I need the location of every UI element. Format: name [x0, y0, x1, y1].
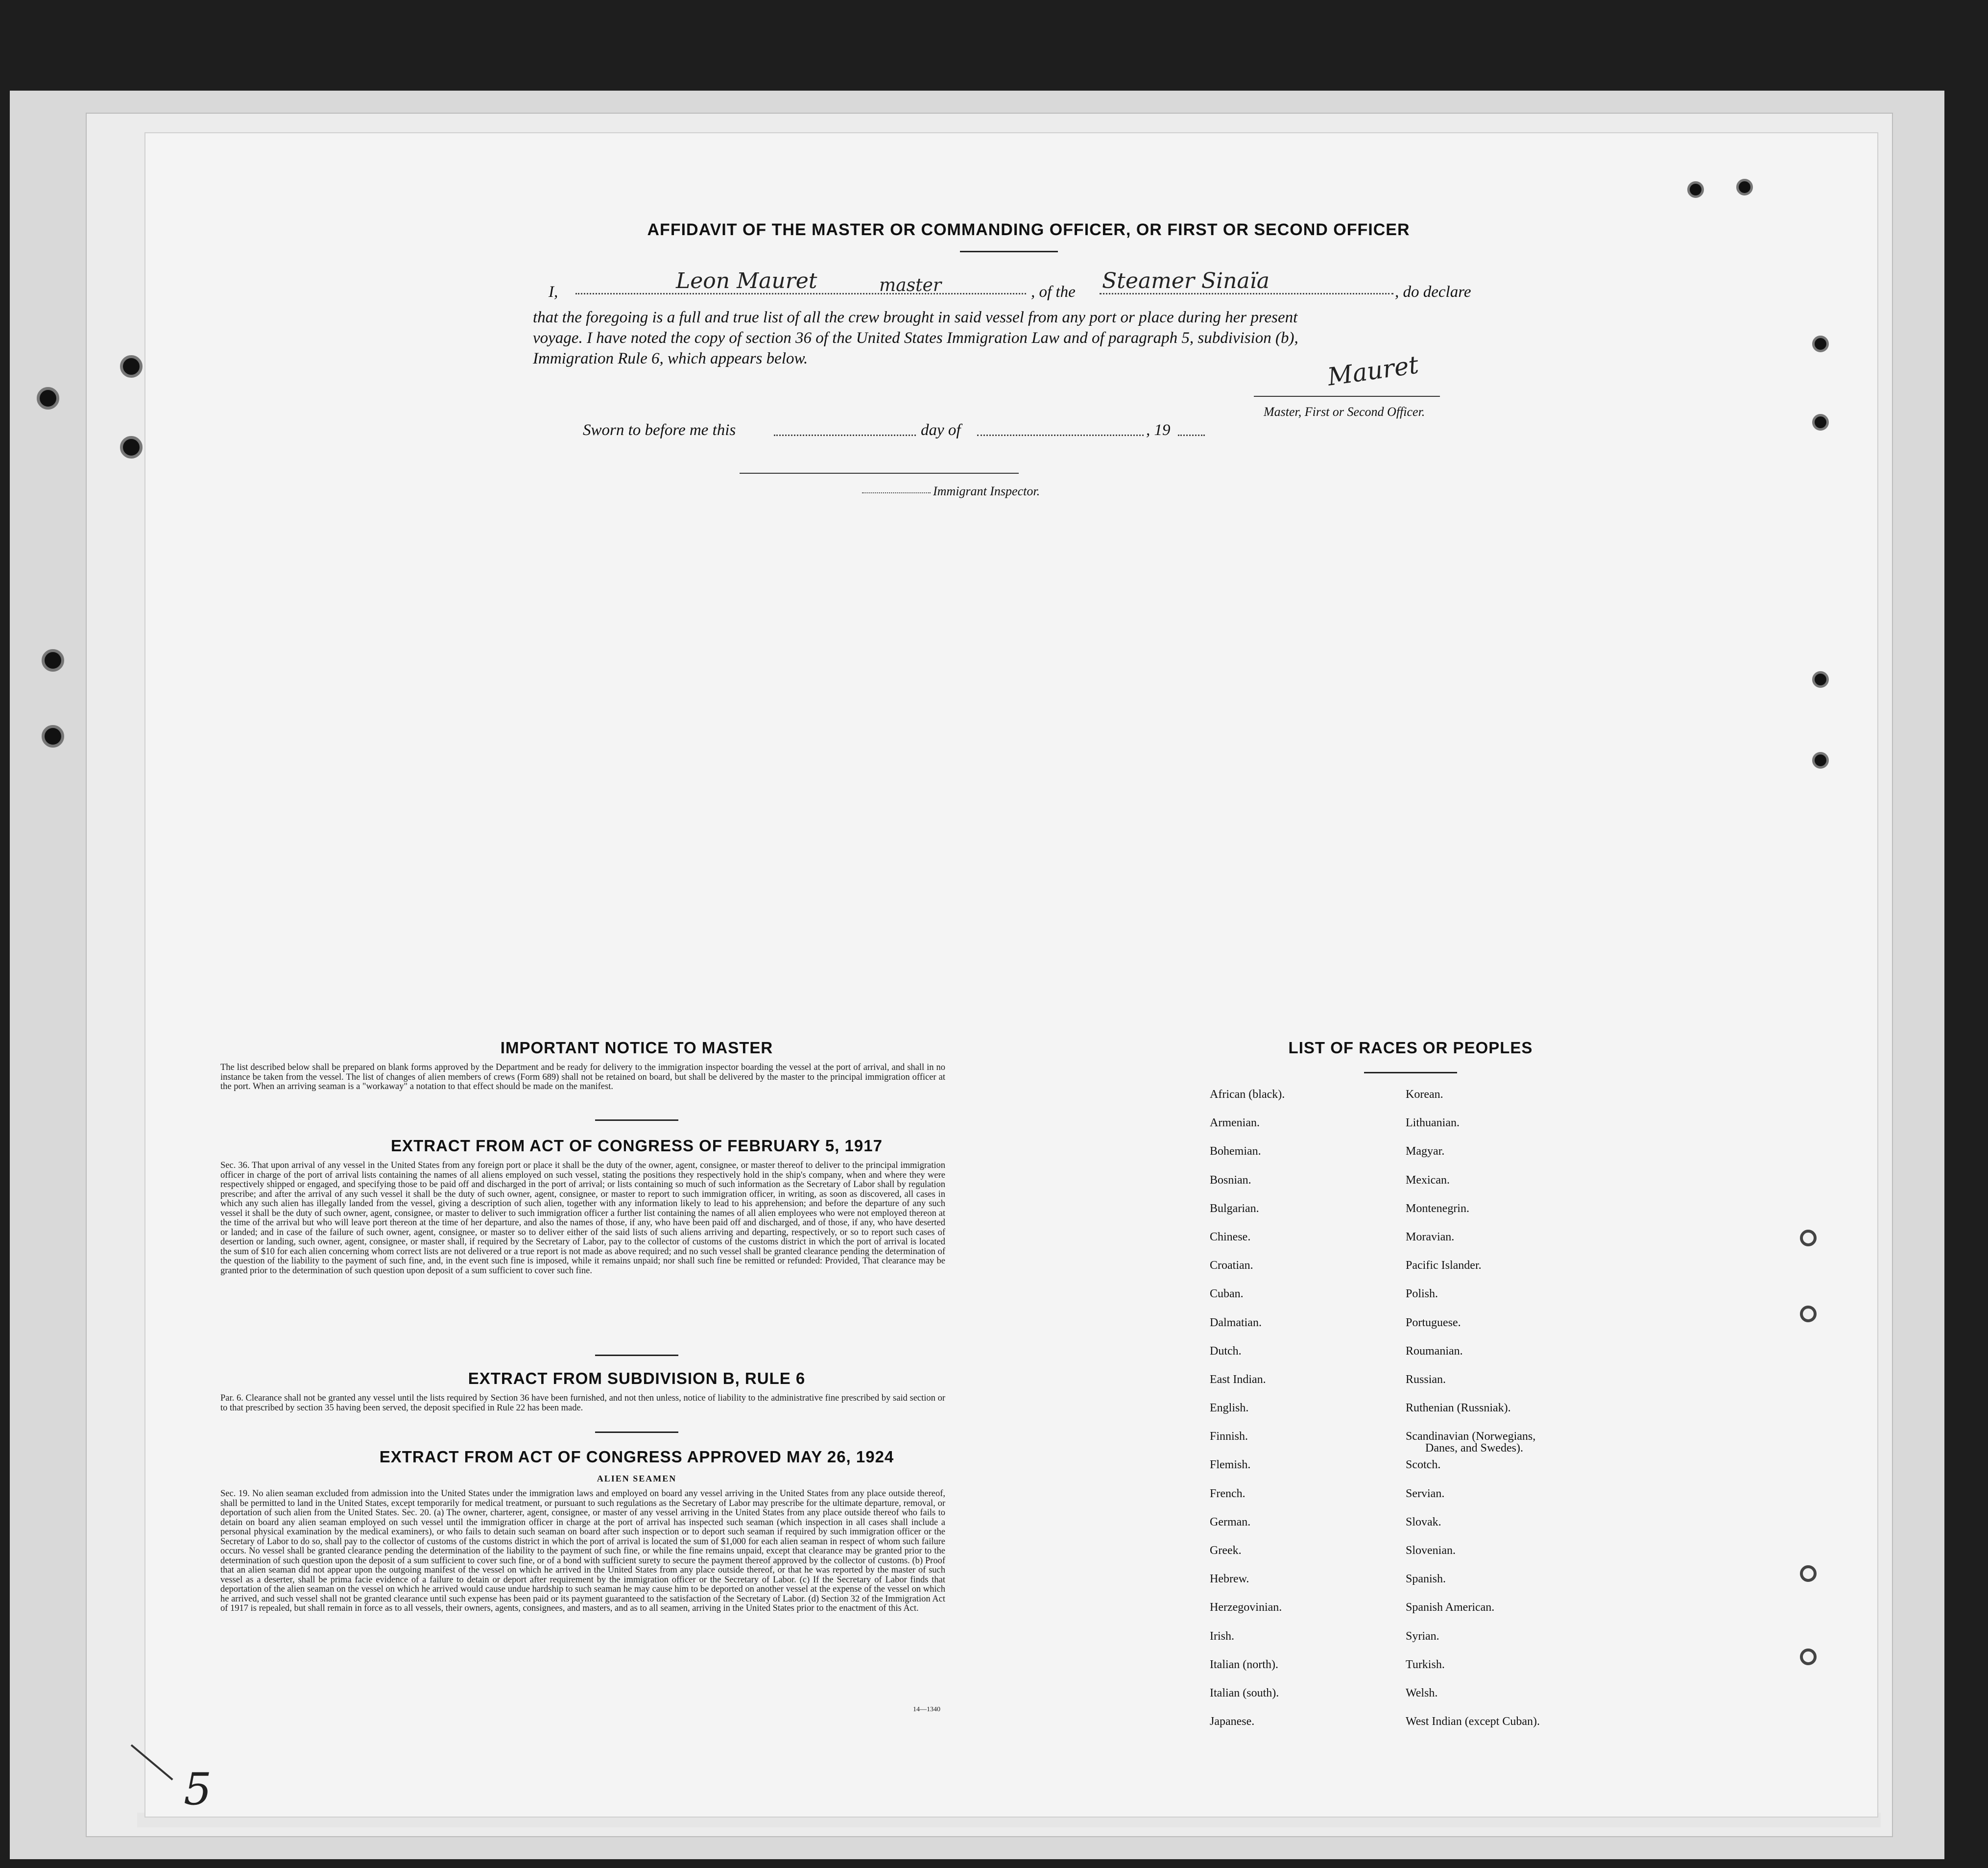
races-title: LIST OF RACES OR PEOPLES — [1288, 1039, 1533, 1057]
race-item: French. — [1210, 1487, 1245, 1500]
race-item: Spanish American. — [1406, 1601, 1495, 1614]
race-item: Finnish. — [1210, 1430, 1248, 1443]
race-item: Russian. — [1406, 1373, 1446, 1386]
race-item: German. — [1210, 1515, 1251, 1528]
inspector-signature-line — [740, 473, 1019, 474]
race-item: Portuguese. — [1406, 1316, 1461, 1329]
race-item: Dalmatian. — [1210, 1316, 1262, 1329]
signature-caption: Master, First or Second Officer. — [1264, 405, 1425, 419]
extract-rule6-title: EXTRACT FROM SUBDIVISION B, RULE 6 — [468, 1369, 806, 1387]
race-item: Herzegovinian. — [1210, 1601, 1282, 1614]
race-item: Pacific Islander. — [1406, 1259, 1482, 1272]
master-name-handwritten: Leon Mauret — [676, 268, 817, 293]
declaration-prefix: I, — [549, 283, 558, 301]
race-item: Greek. — [1210, 1544, 1242, 1557]
binder-hole — [120, 436, 143, 459]
notice-title: IMPORTANT NOTICE TO MASTER — [500, 1039, 773, 1057]
sworn-prefix: Sworn to before me this — [583, 421, 736, 439]
race-item: Armenian. — [1210, 1116, 1260, 1130]
race-item: English. — [1210, 1402, 1249, 1415]
race-item: Hebrew. — [1210, 1573, 1249, 1586]
master-role-handwritten: master — [879, 275, 942, 295]
notice-body: The list described below shall be prepared on blank forms approved by the Department and be ready for delivery to the immigration inspector boarding the vessel at the port of arrival, and shall in no instance be taken from the vessel. The list of changes of alien members of crews (Form 689) shall not be retained on board, but shall be delivered by the master to the principal immigration officer at the port. When an arriving seaman is a "workaway" a notation to that effect should be made on the manifest. — [220, 1063, 945, 1092]
race-item: Japanese. — [1210, 1715, 1255, 1728]
race-item: Moravian. — [1406, 1230, 1455, 1243]
race-item: Ruthenian (Russniak). — [1406, 1402, 1511, 1415]
sworn-year-line — [1178, 435, 1205, 436]
race-item: Bosnian. — [1210, 1173, 1251, 1187]
race-item: Slovenian. — [1406, 1544, 1456, 1557]
binder-hole — [1812, 336, 1829, 352]
race-item-continuation: Danes, and Swedes). — [1425, 1442, 1523, 1455]
notice-rule — [595, 1119, 678, 1121]
race-item: Bohemian. — [1210, 1145, 1261, 1158]
inspector-caption: Immigrant Inspector. — [933, 484, 1040, 498]
of-the-text: , of the — [1031, 283, 1076, 301]
declaration-line-2: that the foregoing is a full and true list of all the crew brought in said vessel from any port or place during her present — [533, 309, 1298, 326]
race-item: Scotch. — [1406, 1458, 1441, 1472]
race-item: Montenegrin. — [1406, 1202, 1469, 1215]
race-item: Servian. — [1406, 1487, 1445, 1500]
declaration-line-3: voyage. I have noted the copy of section 36 of the United States Immigration Law and of paragraph 5, subdivision (b), — [533, 329, 1298, 347]
race-item: Syrian. — [1406, 1629, 1439, 1643]
form-number: 14—1340 — [913, 1706, 940, 1713]
signature-line — [1254, 396, 1440, 397]
race-item: Korean. — [1406, 1088, 1443, 1101]
extract-rule6-rule — [595, 1431, 678, 1433]
race-item: Irish. — [1210, 1629, 1234, 1643]
binder-hole — [1800, 1565, 1817, 1582]
race-item: Lithuanian. — [1406, 1116, 1460, 1130]
race-item: African (black). — [1210, 1088, 1285, 1101]
affidavit-title: AFFIDAVIT OF THE MASTER OR COMMANDING OFFICER, OR FIRST OR SECOND OFFICER — [647, 220, 1410, 239]
race-item: Scandinavian (Norwegians, Danes, and Swedes). — [1406, 1431, 1611, 1459]
sworn-day-line — [774, 435, 916, 436]
master-signature: Mauret — [1325, 350, 1420, 391]
races-rule — [1364, 1072, 1457, 1073]
sworn-day-of: day of — [921, 421, 961, 439]
extract-rule6-body: Par. 6. Clearance shall not be granted any vessel until the lists required by Section 36 have been furnished, and not then unless, notice of liability to the administrative fine prescribed by said section or to that prescribed by section 35 having been served, the deposit specified in Rule 22 has been made. — [220, 1393, 945, 1413]
race-item: Chinese. — [1210, 1230, 1251, 1243]
race-item: Welsh. — [1406, 1686, 1438, 1699]
binder-hole — [1812, 671, 1829, 688]
binder-hole — [42, 725, 64, 748]
races-right-column — [1406, 1089, 1611, 1744]
binder-hole — [1800, 1649, 1817, 1665]
extract-1917-rule — [595, 1355, 678, 1356]
extract-1924-subtitle: ALIEN SEAMEN — [597, 1474, 677, 1483]
race-item: West Indian (except Cuban). — [1406, 1715, 1540, 1728]
do-declare-text: , do declare — [1395, 283, 1471, 301]
binder-hole — [42, 649, 64, 672]
binder-hole — [37, 387, 59, 410]
sworn-month-line — [977, 435, 1144, 436]
vessel-name-handwritten: Steamer Sinaïa — [1102, 268, 1269, 293]
title-rule — [960, 251, 1058, 252]
race-item: Turkish. — [1406, 1658, 1445, 1671]
race-item: Italian (north). — [1210, 1658, 1278, 1671]
race-item: Italian (south). — [1210, 1686, 1279, 1699]
extract-1924-title: EXTRACT FROM ACT OF CONGRESS APPROVED MAY 26, 1924 — [379, 1448, 894, 1466]
race-item: Spanish. — [1406, 1573, 1446, 1586]
binder-hole — [1800, 1230, 1817, 1246]
race-item: Roumanian. — [1406, 1344, 1463, 1358]
binder-hole — [1687, 181, 1704, 198]
sworn-year: , 19 — [1146, 421, 1171, 439]
race-item: Magyar. — [1406, 1145, 1445, 1158]
race-item: Mexican. — [1406, 1173, 1450, 1187]
race-item: East Indian. — [1210, 1373, 1266, 1386]
race-item: Polish. — [1406, 1287, 1438, 1301]
binder-hole — [1812, 752, 1829, 769]
declaration-line-4: Immigration Rule 6, which appears below. — [533, 350, 808, 367]
binder-hole — [1812, 414, 1829, 431]
race-item: Cuban. — [1210, 1287, 1244, 1301]
race-item: Slovak. — [1406, 1515, 1441, 1528]
race-item: Croatian. — [1210, 1259, 1253, 1272]
corner-pencil-number: 5 — [184, 1764, 212, 1815]
race-item: Flemish. — [1210, 1458, 1251, 1472]
races-left-column — [1210, 1089, 1386, 1744]
extract-1917-body: Sec. 36. That upon arrival of any vessel in the United States from any foreign port or place it shall be the duty of the owner, agent, consignee, or master thereof to deliver to the principal immigration officer in charge of the port of arrival lists containing the names of all aliens employed on such vessel, stating the positions they respectively hold in the ship's company, when and where they were respectively shipped or engaged, and specifying those to be paid off and discharged in the port of arrival; or lists containing so much of such information as the Secretary of Labor shall by regulation prescribe; and after the arrival of any such vessel it shall be the duty of such owner, agent, consignee, or master to report to such immigration officer, in writing, as soon as discovered, all cases in which any such alien has illegally landed from the vessel, giving a description of such alien, together with any information likely to lead to his apprehension; and before the departure of any such vessel it shall be the duty of such owner, agent, consignee, or master to deliver to such immigration officer a further list containing the names of all alien employees who were not employed thereon at the time of the arrival but who will leave port thereon at the time of her departure, and also the names of those, if any, who have been paid off and discharged, and of those, if any, who have deserted or landed; and in case of the failure of such owner, agent, consignee, or master so to deliver either of the said lists of such aliens arriving and departing, respectively, or so to report such cases of desertion or landing, such owner, agent, consignee, or master shall, if required by the Secretary of Labor, pay to the collector of customs of the customs district in which the port of arrival is located the sum of $10 for each alien concerning whom correct lists are not delivered or a true report is not made as above required; and no such vessel shall be granted clearance pending the determination of the question of the liability to the payment of such fine, and, in the event such fine is imposed, while it remains unpaid; nor shall such fine be remitted or refunded: Provided, That clearance may be granted prior to the determination of such question upon deposit of a sum sufficient to cover such fine. — [220, 1161, 945, 1276]
inspector-dotted-line — [862, 492, 931, 493]
race-item: Bulgarian. — [1210, 1202, 1259, 1215]
binder-hole — [120, 355, 143, 378]
binder-hole — [1800, 1306, 1817, 1322]
binder-hole — [1736, 179, 1753, 195]
extract-1917-title: EXTRACT FROM ACT OF CONGRESS OF FEBRUARY 5, 1917 — [391, 1137, 883, 1155]
race-item: Dutch. — [1210, 1344, 1242, 1358]
extract-1924-body: Sec. 19. No alien seaman excluded from admission into the United States under the immigration laws and employed on board any vessel arriving in the United States from any place outside thereof, shall be permitted to land in the United States, except temporarily for medical treatment, or pursuant to such regulations as the Secretary of Labor may prescribe for the ultimate departure, removal, or deportation of such alien from the United States. Sec. 20. (a) The owner, charterer, agent, consignee, or master of any vessel arriving in the United States from any place outside thereof who fails to detain on board any alien seaman employed on such vessel until the immigration officer in charge at the port of arrival has inspected such seaman (which inspection in all cases shall include a personal physical examination by the medical examiners), or who fails to detain such seaman on board after such inspection or to deport such seaman if required by such immigration officer or the Secretary of Labor to do so, shall pay to the collector of customs of the customs district in which the port of arrival is located the sum of $1,000 for each alien seaman in respect of whom such failure occurs. No vessel shall be granted clearance pending the determination of the liability to the payment of such fine, or while the fine remains unpaid, except that clearance may be granted prior to the determination of such question upon the deposit of a sum sufficient to cover such fine, or of a bond with sufficient surety to secure the payment thereof approved by the collector of customs. (b) Proof that an alien seaman did not appear upon the outgoing manifest of the vessel on which he arrived in the United States from any place outside thereof, or that he was reported by the master of such vessel as a deserter, shall be prima facie evidence of a failure to detain or deport after requirement by the immigration officer or the Secretary of Labor. (c) If the Secretary of Labor finds that deportation of the alien seaman on the vessel on which he arrived would cause undue hardship to such seaman he may cause him to be deported on another vessel at the expense of the vessel on which he arrived, and such vessel shall not be granted clearance until such expense has been paid or its payment guaranteed to the satisfaction of the Secretary of Labor. (d) Section 32 of the Immigration Act of 1917 is repealed, but shall remain in force as to all vessels, their owners, agents, consignees, and masters, and as to all seamen, arriving in the United States prior to the enactment of this Act. — [220, 1489, 945, 1613]
